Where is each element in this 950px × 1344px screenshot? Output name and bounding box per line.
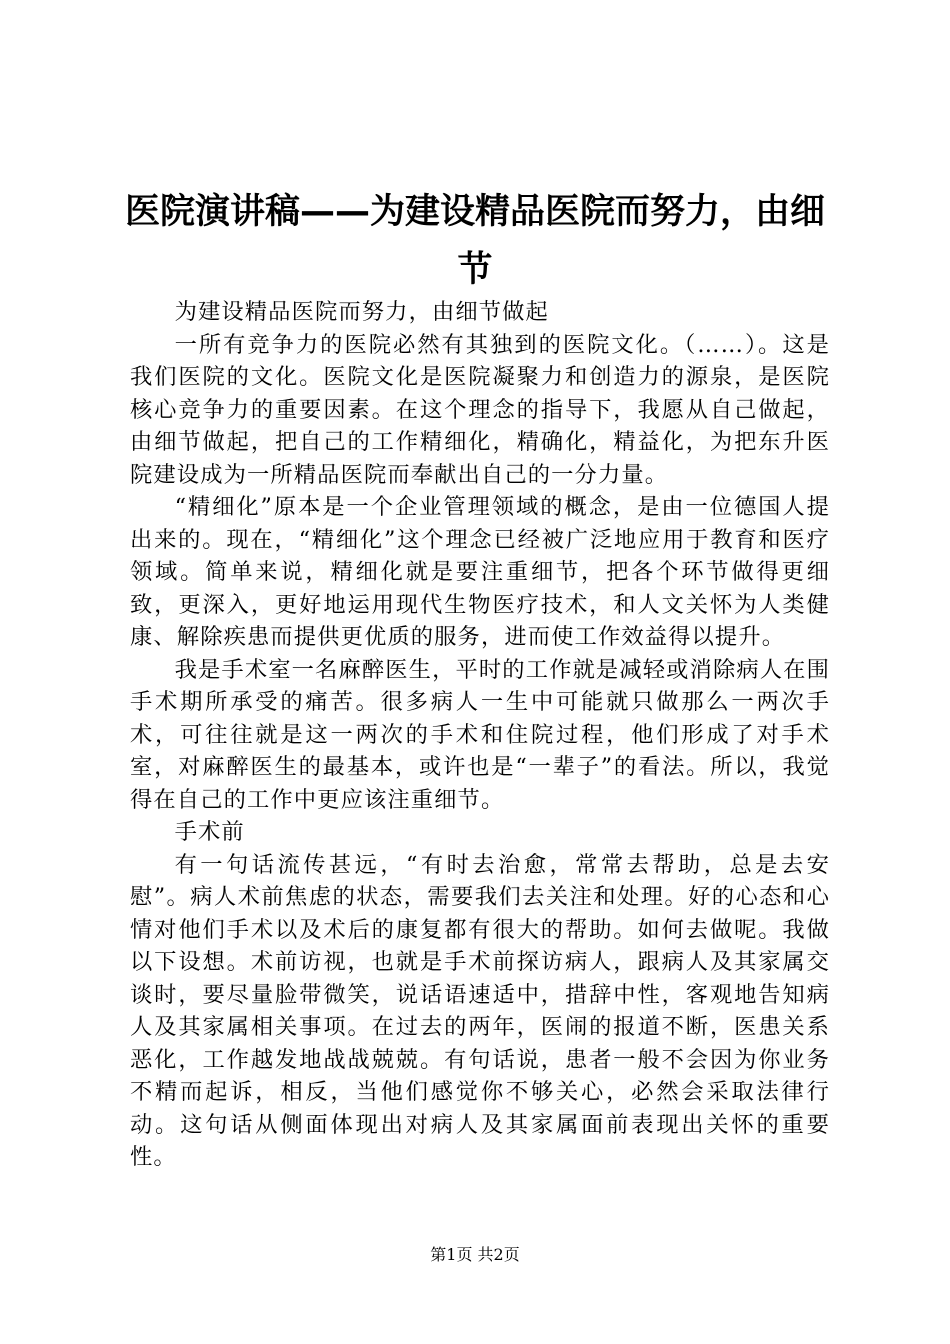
section-heading: 手术前 (174, 819, 245, 845)
body-paragraph: 有一句话流传甚远，“有时去治愈，常常去帮助，总是去安慰”。病人术前焦虑的状态，需要我们去关注和处理。好的心态和心情对他们手术以及术后的康复都有很大的帮助。如何去做呢。我做以下设想。术前访视，也就是手术前探访病人，跟病人及其家属交谈时，要尽量脸带微笑，说话语速适中，措辞中性，客观地告知病人及其家属相关事项。在过去的两年，医闹的报道不断，医患关系恶化，工作越发地战战兢兢。有句话说，患者一般不会因为你业务不精而起诉，相反，当他们感觉你不够关心，必然会采取法律行动。这句话从侧面体现出对病人及其家属面前表现出关怀的重要性。 (130, 851, 830, 1170)
body-paragraph: 一所有竞争力的医院必然有其独到的医院文化。（……）。这是我们医院的文化。医院文化是医院凝聚力和创造力的源泉，是医院核心竞争力的重要因素。在这个理念的指导下，我愿从自己做起，由细节做起，把自己的工作精细化，精确化，精益化，为把东升医院建设成为一所精品医院而奉献出自己的一分力量。 (130, 331, 830, 488)
document-body (130, 296, 830, 1174)
body-paragraph: 我是手术室一名麻醉医生，平时的工作就是减轻或消除病人在围手术期所承受的痛苦。很多病人一生中可能就只做那么一两次手术，可往往就是这一两次的手术和住院过程，他们形成了对手术室，对麻醉医生的最基本，或许也是“一辈子”的看法。所以，我觉得在自己的工作中更应该注重细节。 (130, 656, 830, 813)
subtitle-paragraph: 为建设精品医院而努力，由细节做起 (174, 299, 549, 325)
page-footer: 第1页 共2页 (430, 1245, 520, 1264)
document-title: 医院演讲稿——为建设精品医院而努力，由细节 (124, 192, 825, 290)
body-paragraph: “精细化”原本是一个企业管理领域的概念，是由一位德国人提出来的。现在，“精细化”这个理念已经被广泛地应用于教育和医疗领域。简单来说，精细化就是要注重细节，把各个环节做得更细致，更深入，更好地运用现代生物医疗技术，和人文关怀为人类健康、解除疾患而提供更优质的服务，进而使工作效益得以提升。 (130, 494, 830, 650)
